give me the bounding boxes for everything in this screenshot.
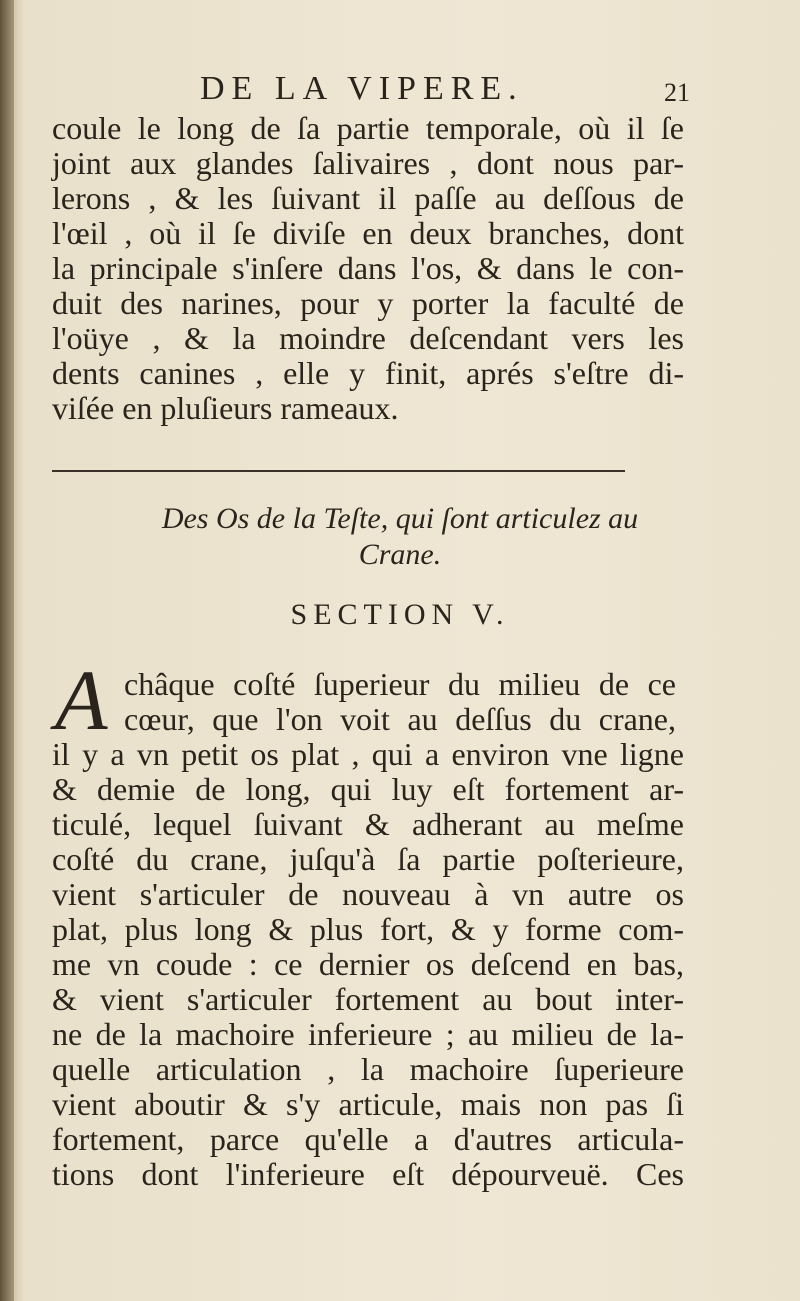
paragraph-2-indented — [124, 667, 676, 737]
text-line: il y a vn petit os plat , qui a environ vne ligne — [52, 736, 684, 772]
text-line: ticulé, lequel ſuivant & adherant au meſme — [52, 806, 684, 842]
paragraph-1 — [52, 111, 684, 426]
text-line: quelle articulation , la machoire ſuperieure — [52, 1051, 684, 1087]
text-line: me vn coude : ce dernier os deſcend en bas, — [52, 946, 684, 982]
drop-capital: A — [55, 652, 108, 748]
page-gutter — [0, 0, 14, 1301]
text-line: fortement, parce qu'elle a d'autres articula- — [52, 1121, 684, 1157]
text-line: l'oüye , & la moindre deſcendant vers les — [52, 320, 684, 356]
text-line: tions dont l'inferieure eſt dépourveuë. Ces — [52, 1156, 684, 1192]
text-line: dents canines , elle y finit, aprés s'eſtre di- — [52, 355, 684, 391]
text-line: & vient s'articuler fortement au bout inter- — [52, 981, 684, 1017]
section-heading-line-2: Crane. — [358, 538, 442, 571]
text-line: lerons , & les ſuivant il paſſe au deſſous de — [52, 180, 684, 216]
text-line: ne de la machoire inferieure ; au milieu de la- — [52, 1016, 684, 1052]
section-divider — [52, 470, 625, 472]
text-line: & demie de long, qui luy eſt fortement ar- — [52, 771, 684, 807]
running-title: DE LA VIPERE. — [200, 70, 524, 107]
text-line: l'œil , où il ſe diviſe en deux branches, dont — [52, 215, 684, 251]
text-line: coſté du crane, juſqu'à ſa partie poſterieure, — [52, 841, 684, 877]
text-line: coule le long de ſa partie temporale, où il ſe — [52, 110, 684, 146]
text-line: vient aboutir & s'y articule, mais non pas ſi — [52, 1086, 684, 1122]
text-line: vient s'articuler de nouveau à vn autre os — [52, 876, 684, 912]
text-line: cœur, que l'on voit au deſſus du crane, — [124, 701, 676, 737]
page-number: 21 — [664, 78, 690, 107]
text-line: duit des narines, pour y porter la faculté de — [52, 285, 684, 321]
text-line: viſée en pluſieurs rameaux. — [52, 390, 399, 426]
section-heading-line-1: Des Os de la Teſte, qui ſont articulez au — [161, 502, 639, 535]
text-line: joint aux glandes ſalivaires , dont nous par- — [52, 145, 684, 181]
text-line: plat, plus long & plus fort, & y forme com- — [52, 911, 684, 947]
text-line: châque coſté ſuperieur du milieu de ce — [124, 666, 676, 702]
paragraph-2 — [52, 737, 684, 1192]
section-number: SECTION V. — [290, 598, 510, 631]
text-line: la principale s'inſere dans l'os, & dans le con- — [52, 250, 684, 286]
page-header — [200, 70, 690, 110]
